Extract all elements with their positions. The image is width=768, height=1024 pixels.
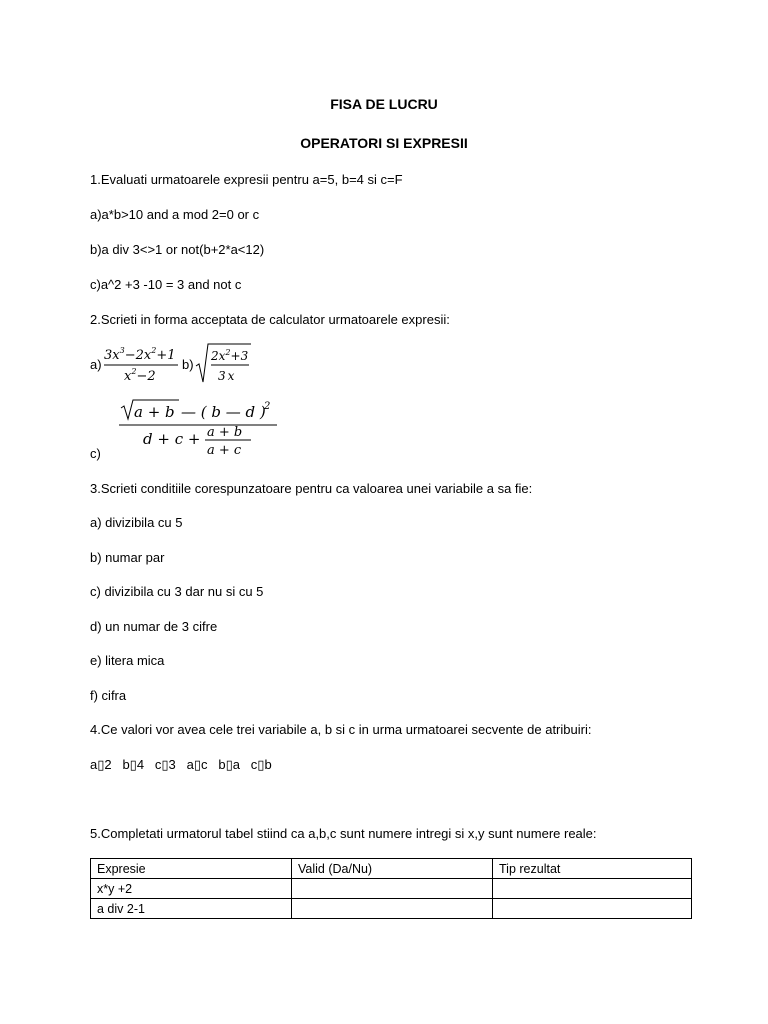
q4-heading: 4.Ce valori vor avea cele trei variabile a, b si c in urma urmatoarei secvente de atribuiri: [90,722,592,737]
formula-a [102,340,180,386]
svg-text:2: 2 [264,401,271,412]
page-title: FISA DE LUCRU [330,96,438,112]
q1-item-c: c)a^2 +3 -10 = 3 and not c [90,277,242,292]
q2-label-a: a) [90,357,102,372]
q2-heading: 2.Scrieti in forma acceptata de calculator urmatoarele expresii: [90,312,450,327]
q4-sequence: a▯2 b▯4 c▯3 a▯c b▯a c▯b [90,757,272,772]
column-header: Expresie [91,859,292,879]
q5-heading: 5.Completati urmatorul tabel stiind ca a,b,c sunt numere intregi si x,y sunt numere reale: [90,826,597,841]
table-cell[interactable] [292,879,493,899]
table-cell: a div 2-1 [91,899,292,919]
table-cell[interactable] [493,899,692,919]
svg-text:— ( b — d ): — ( b — d ) [181,403,266,421]
q1-heading: 1.Evaluati urmatoarele expresii pentru a=5, b=4 si c=F [90,172,403,187]
q3-item-c: c) divizibila cu 3 dar nu si cu 5 [90,584,264,599]
formula-c [115,395,285,457]
svg-text:a + b: a + b [207,425,243,440]
table-header-row [91,859,692,879]
table-cell: x*y +2 [91,879,292,899]
table-cell[interactable] [493,879,692,899]
svg-text:a + b: a + b [134,403,175,421]
q3-item-d: d) un numar de 3 cifre [90,619,218,634]
table-row [91,879,692,899]
svg-text:d + c +: d + c + [143,430,201,448]
q3-item-b: b) numar par [90,550,165,565]
table-cell[interactable] [292,899,493,919]
q2-label-b: b) [182,357,194,372]
q1-item-b: b)a div 3<>1 or not(b+2*a<12) [90,242,265,257]
page-subtitle: OPERATORI SI EXPRESII [300,135,468,151]
column-header: Tip rezultat [493,859,692,879]
q3-item-a: a) divizibila cu 5 [90,515,183,530]
q2-label-c: c) [90,446,101,461]
q3-item-e: e) litera mica [90,653,165,668]
column-header: Valid (Da/Nu) [292,859,493,879]
svg-text:2x2+3: $2x^2+3$ [211,348,249,363]
svg-text:x2−2: $x^2-2$ [124,367,156,384]
formula-b [195,340,253,386]
svg-text:a + c: a + c [207,443,242,457]
q1-item-a: a)a*b>10 and a mod 2=0 or c [90,207,260,222]
svg-text:3x3−2x2+1: $3x^3-2x^2+1$ [104,346,176,363]
svg-text:3x: 3 x [218,369,235,383]
table-row [91,899,692,919]
q3-heading: 3.Scrieti conditiile corespunzatoare pentru ca valoarea unei variabile a sa fie: [90,481,533,496]
q3-item-f: f) cifra [90,688,127,703]
expressions-table [90,858,692,919]
